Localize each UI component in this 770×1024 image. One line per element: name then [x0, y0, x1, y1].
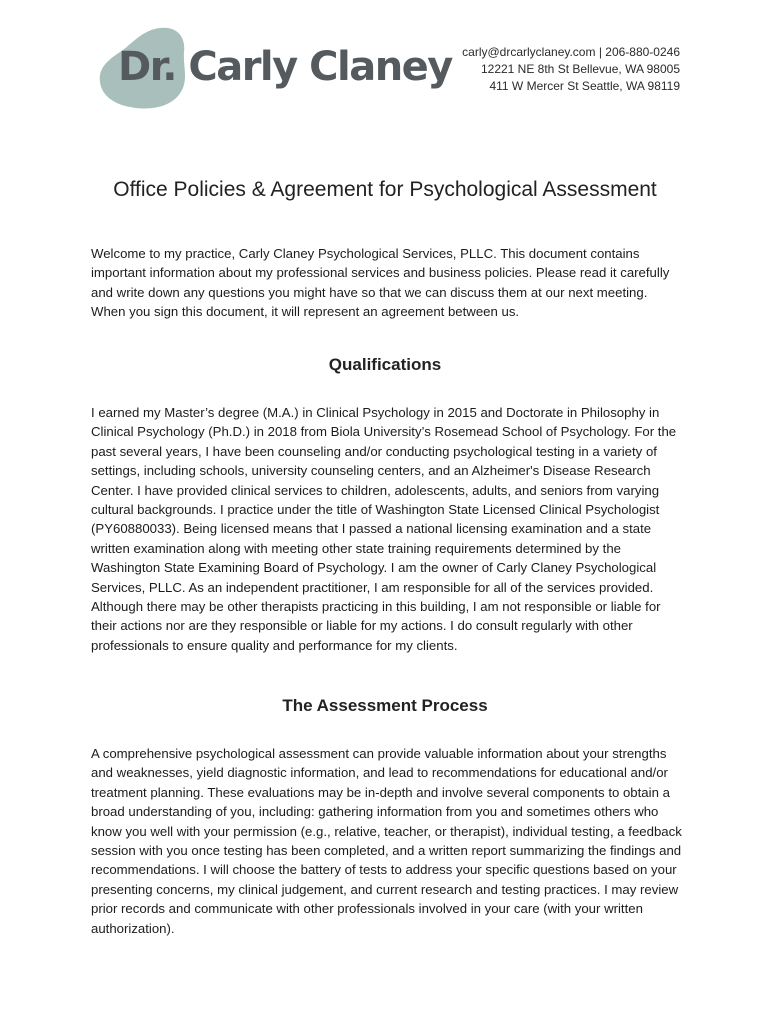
contact-block [462, 44, 680, 95]
contact-address-seattle: 411 W Mercer St Seattle, WA 98119 [489, 79, 680, 93]
document-title: Office Policies & Agreement for Psychological Assessment [113, 178, 657, 202]
intro-paragraph: Welcome to my practice, Carly Claney Psychological Services, PLLC. This document contains important information about my professional services and business policies. Please read it carefully and write down any questions you might have so that we can discuss them at our next meeting. When you sign this document, it will represent an agreement between us. [91, 246, 670, 320]
assessment-process-paragraph: A comprehensive psychological assessment can provide valuable information about your strengths and weaknesses, yield diagnostic information, and lead to recommendations for educational and/or treatment planning. These evaluations may be in-depth and involve several components to obtain a broad understanding of you, including: gathering information from you and sometimes others who know you well with your permission (e.g., relative, teacher, or therapist), individual testing, a feedback session with you once testing has been completed, and a written report summarizing the findings and recommendations. I will choose the battery of tests to address your specific questions based on your presenting concerns, my clinical judgement, and current research and testing practices. I may review prior records and communicate with other professionals involved in your care (with your written authorization). [91, 746, 682, 936]
qualifications-paragraph: I earned my Master’s degree (M.A.) in Clinical Psychology in 2015 and Doctorate in Philosophy in Clinical Psychology (Ph.D.) in 2018 from Biola University’s Rosemead School of Psychology. For the past several years, I have been counseling and/or conducting psychological testing in a variety of settings, including schools, university counseling centers, and an Alzheimer's Disease Research Center. I have provided clinical services to children, adolescents, adults, and seniors from varying cultural backgrounds. I practice under the title of Washington State Licensed Clinical Psychologist (PY60880033). Being licensed means that I passed a national licensing examination and a state written examination along with meeting other state training requirements determined by the Washington State Examining Board of Psychology. I am the owner of Carly Claney Psychological Services, PLLC. As an independent practitioner, I am responsible for all of the services provided. Although there may be other therapists practicing in this building, I am not responsible or liable for their actions nor are they responsible or liable for my actions. I do consult regularly with other professionals to ensure quality and performance for my clients. [91, 405, 677, 653]
logo [98, 26, 452, 112]
section-heading-assessment-process: The Assessment Process [282, 696, 488, 715]
section-heading-qualifications: Qualifications [328, 355, 442, 374]
contact-address-bellevue: 12221 NE 8th St Bellevue, WA 98005 [480, 62, 680, 76]
contact-email-phone: carly@drcarlyclaney.com | 206-880-0246 [462, 45, 680, 59]
logo-text: Dr. Carly Claney [118, 44, 452, 90]
